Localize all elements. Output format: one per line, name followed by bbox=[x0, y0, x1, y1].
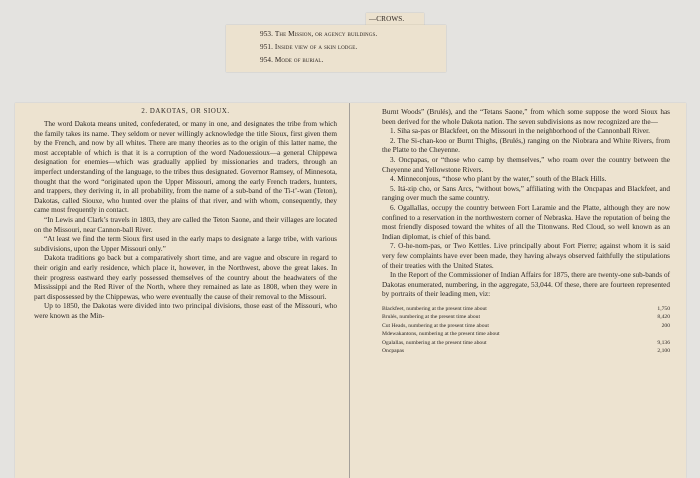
table-label: Oncpapas bbox=[382, 348, 405, 355]
section-heading: 2. DAKOTAS, OR SIOUX. bbox=[141, 108, 230, 115]
table-label: Ogalallas, numbering at the present time about bbox=[382, 339, 487, 346]
table-value: 1,750 bbox=[657, 305, 670, 312]
table-row bbox=[382, 313, 670, 322]
table-row bbox=[382, 347, 670, 356]
list-item: 4. Minneconjous, “those who plant by the water,” south of the Black Hills. bbox=[390, 175, 607, 184]
list-item: 1. Siha sa-pas or Blackfeet, on the Missouri in the neighborhood of the Cannonball River. bbox=[390, 127, 650, 136]
list-item: 6. Ogallallas, occupy the country between Fort Laramie and the Platte, although they are now confined to a reservation in the northwestern corner of Nebraska. Have the reputation of being the most friendly disposed toward the whites of all the Titonwans. Red Cloud, so well known as an Indian diplomat, is chief of this band. bbox=[382, 203, 670, 241]
slip-entry-text: Mode of burial. bbox=[274, 56, 324, 64]
slip-entry-number: 951. bbox=[260, 43, 273, 51]
table-value: 9,136 bbox=[657, 339, 670, 346]
paragraph: “At least we find the term Sioux first used in the early maps to designate a large tribe, with various subdivisions, upon the Upper Missouri only.” bbox=[34, 235, 337, 253]
slip-entry bbox=[260, 56, 323, 64]
paragraph: Dakota traditions go back but a comparatively short time, and are vague and obscure in regard to their origin and early residence, which place it, however, in the Northwest, above the great lakes. In their progress eastward they early possessed themselves of the country about the headwaters of the Mississippi and the Red River of the North, where they remained as late as 1808, when they were in part dispossessed by the Chippewas, who were eventually the cause of their removal to the Missouri. bbox=[34, 254, 337, 301]
paragraph: In the Report of the Commissioner of Indian Affairs for 1875, there are twenty-one sub-bands of Dakotas enumerated, numbering, in the aggregate, 53,044. Of these, there are fourteen represented by portraits of their leading men, viz: bbox=[382, 271, 670, 299]
slip-entry bbox=[260, 30, 377, 38]
table-value: 200 bbox=[661, 322, 670, 329]
paragraph: Up to 1850, the Dakotas were divided into two principal divisions, those east of the Missouri, who were known as the Min- bbox=[34, 302, 337, 320]
table-label: Mdewakantons, numbering at the present time about bbox=[382, 331, 500, 338]
slip-entry-number: 954. bbox=[260, 56, 273, 64]
slip-entry-text: The Mission, or agency buildings. bbox=[274, 30, 378, 38]
table-label: Brulés, numbering at the present time about bbox=[382, 314, 481, 321]
table-row bbox=[382, 339, 670, 348]
population-table bbox=[382, 305, 670, 356]
paragraph: The word Dakota means united, confederated, or many in one, and designates the tribe from which the family takes its name. They seldom or never willingly acknowledge the title Sioux, first given them by the French, and now by all whites. There are many theories as to the origin of this latter name, the most acceptable of which is that it is a corruption of the word Nadouessioux—a general Chippewa designation for enemies—which was gradually applied by missionaries and traders, through an imperfect understanding of the language, to the tribes thus designated. Governor Ramsey, of Minnesota, thought that the word “originated upon the Upper Missouri, among the early French traders, hunters, and trappers, they deriving it, in all probability, from the name of a sub-band of the Ti-t’-wan (Teton), Dakotas, called Siouxe, who hunted over the plains of that river, and with whom, consequently, they came most frequently in contact. bbox=[34, 120, 337, 215]
slip-heading: —CROWS. bbox=[369, 15, 405, 23]
label-slip-heading-strip bbox=[366, 13, 424, 25]
list-item: 5. Itá-zip cho, or Sans Arcs, “without bows,” affiliating with the Oncpapas and Blackfeet, and ranging over much the same country. bbox=[382, 184, 670, 203]
left-page bbox=[15, 103, 349, 478]
table-row bbox=[382, 330, 670, 339]
table-label: Blackfeet, numbering at the present time about bbox=[382, 305, 487, 312]
table-value: 8,420 bbox=[657, 314, 670, 321]
table-value: 2,100 bbox=[657, 348, 670, 355]
paragraph: Burnt Woods” (Brulés), and the “Tetans Saone,” from which some suppose the word Sioux has been derived for the whole Dakota nation. The seven subdivisions as now recognized are the— bbox=[382, 108, 670, 126]
table-label: Cut Heads, numbering at the present time about bbox=[382, 322, 489, 329]
slip-entry-number: 953. bbox=[260, 30, 273, 38]
list-item: 2. The Si-chan-koo or Burnt Thighs, (Brulés,) ranging on the Niobrara and White Rivers, from the Platte to the Cheyenne. bbox=[382, 136, 670, 155]
list-item: 3. Oncpapas, or “those who camp by themselves,” who roam over the country between the Cheyenne and Yellowstone Rivers. bbox=[382, 155, 670, 174]
paragraph: “In Lewis and Clark’s travels in 1803, they are called the Teton Saone, and their villages are located on the Missouri, near Cannon-ball River. bbox=[34, 215, 337, 234]
right-page bbox=[350, 103, 686, 478]
table-row bbox=[382, 305, 670, 314]
slip-entry-text: Inside view of a skin lodge. bbox=[274, 43, 358, 51]
slip-entry bbox=[260, 43, 357, 51]
table-row bbox=[382, 322, 670, 331]
list-item: 7. O-he-nom-pas, or Two Kettles. Live principally about Fort Pierre; against whom it is said very few complaints have ever been made, they having always observed faithfully the stipulations of their treaties with the United States. bbox=[382, 242, 670, 270]
label-slip bbox=[226, 25, 446, 72]
